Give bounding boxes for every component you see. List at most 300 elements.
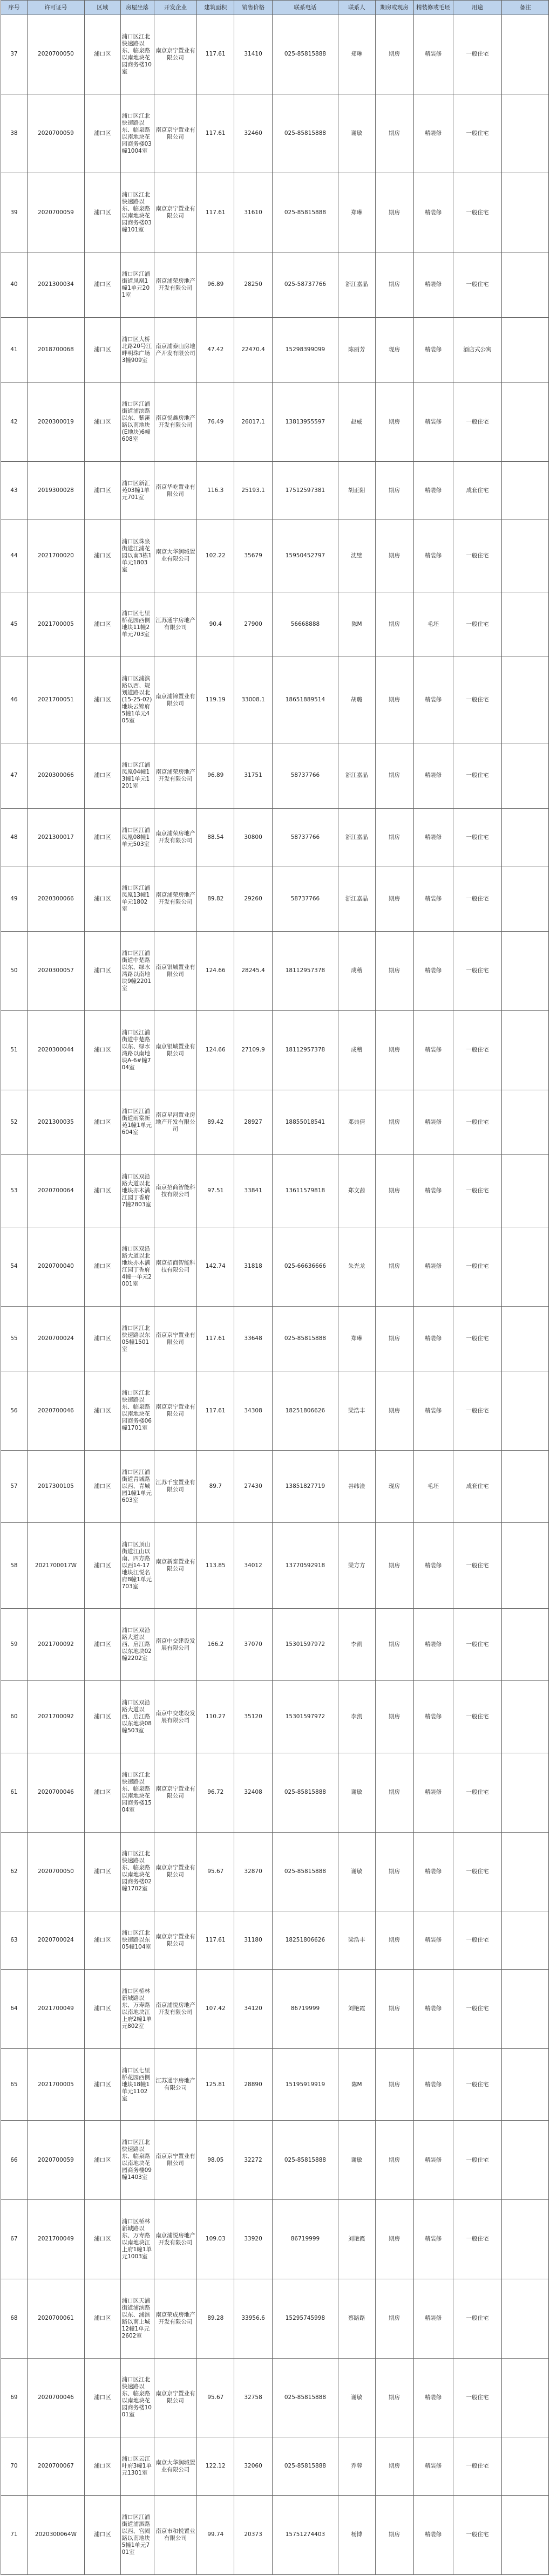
listing-table bbox=[1, 0, 549, 2575]
row-note bbox=[502, 2437, 549, 2496]
row-price: 34308 bbox=[234, 1371, 273, 1451]
row-phone: 58737766 bbox=[273, 808, 338, 866]
row-note bbox=[502, 1155, 549, 1227]
row-no: 40 bbox=[1, 252, 28, 318]
table-row bbox=[1, 1371, 549, 1451]
row-contact: 浙江嘉晶 bbox=[338, 808, 375, 866]
row-no: 57 bbox=[1, 1451, 28, 1523]
row-developer: 南京浦荣房地产开发有限公司 bbox=[154, 808, 197, 866]
row-no: 49 bbox=[1, 866, 28, 932]
row-finish: 精装修 bbox=[413, 1911, 453, 1970]
row-region: 浦口区 bbox=[85, 808, 120, 866]
row-address: 浦口区江浦凤凰13幢1单元1802室 bbox=[120, 866, 154, 932]
row-region: 浦口区 bbox=[85, 2437, 120, 2496]
row-region: 浦口区 bbox=[85, 1155, 120, 1227]
row-phone: 58737766 bbox=[273, 743, 338, 809]
row-phone: 17512597381 bbox=[273, 462, 338, 520]
row-finish: 精装修 bbox=[413, 1609, 453, 1681]
table-row bbox=[1, 94, 549, 173]
row-no: 43 bbox=[1, 462, 28, 520]
row-phone: 025-85815888 bbox=[273, 15, 338, 94]
row-permit: 2020700059 bbox=[27, 173, 84, 252]
row-stage: 期房 bbox=[375, 2048, 413, 2121]
row-phone: 15295745998 bbox=[273, 2279, 338, 2358]
row-developer: 南京京宁置业有限公司 bbox=[154, 2358, 197, 2437]
row-note bbox=[502, 1306, 549, 1371]
row-area: 96.72 bbox=[197, 1753, 234, 1832]
row-no: 67 bbox=[1, 2200, 28, 2279]
row-region: 浦口区 bbox=[85, 2279, 120, 2358]
row-phone: 13770592918 bbox=[273, 1522, 338, 1609]
row-finish: 精装修 bbox=[413, 2495, 453, 2574]
row-developer: 南京中交建设发展有限公司 bbox=[154, 1609, 197, 1681]
row-no: 55 bbox=[1, 1306, 28, 1371]
row-note bbox=[502, 1090, 549, 1155]
row-area: 89.28 bbox=[197, 2279, 234, 2358]
row-developer: 南京京宁置业有限公司 bbox=[154, 94, 197, 173]
row-address: 浦口区浦滨路以西、规划道路以北(15-25-02)地块云锦府5幢1单元405室 bbox=[120, 657, 154, 743]
row-area: 98.05 bbox=[197, 2121, 234, 2200]
row-area: 96.89 bbox=[197, 743, 234, 809]
row-region: 浦口区 bbox=[85, 2048, 120, 2121]
row-finish: 毛坯 bbox=[413, 592, 453, 657]
row-contact: 谢敏 bbox=[338, 2121, 375, 2200]
row-contact: 蔡路路 bbox=[338, 2279, 375, 2358]
row-no: 51 bbox=[1, 1010, 28, 1090]
row-area: 89.42 bbox=[197, 1090, 234, 1155]
row-area: 117.61 bbox=[197, 1911, 234, 1970]
header-area: 建筑面积 bbox=[197, 1, 234, 15]
row-note bbox=[502, 1969, 549, 2048]
row-area: 97.51 bbox=[197, 1155, 234, 1227]
row-address: 浦口区双沿路大道以北地块亦木满江园丁香府7幢2803室 bbox=[120, 1155, 154, 1227]
row-address: 浦口区双沿路大道以西、启江路以东地块02幢2202室 bbox=[120, 1609, 154, 1681]
row-address: 浦口区江北快速路以东、临泉路以南地块花园商务楼02幢1702室 bbox=[120, 1832, 154, 1911]
row-developer: 南京市和悦置业有限公司 bbox=[154, 2495, 197, 2574]
row-note bbox=[502, 382, 549, 462]
row-region: 浦口区 bbox=[85, 1522, 120, 1609]
row-contact: 梁方方 bbox=[338, 1522, 375, 1609]
row-stage: 期房 bbox=[375, 1832, 413, 1911]
row-use: 一般住宅 bbox=[453, 2437, 502, 2496]
row-address: 浦口区江北快速路以东、临泉路以南地块花园商务楼03幢1004室 bbox=[120, 94, 154, 173]
row-region: 浦口区 bbox=[85, 657, 120, 743]
row-no: 41 bbox=[1, 317, 28, 382]
row-contact: 谢敏 bbox=[338, 2358, 375, 2437]
row-stage: 期房 bbox=[375, 1090, 413, 1155]
row-note bbox=[502, 1911, 549, 1970]
row-permit: 2020700050 bbox=[27, 1832, 84, 1911]
row-use: 一般住宅 bbox=[453, 866, 502, 932]
header-row bbox=[1, 1, 549, 15]
row-finish: 精装修 bbox=[413, 1753, 453, 1832]
row-no: 44 bbox=[1, 520, 28, 592]
row-region: 浦口区 bbox=[85, 1090, 120, 1155]
header-no: 序号 bbox=[1, 1, 28, 15]
row-price: 32758 bbox=[234, 2358, 273, 2437]
header-phone: 联系电话 bbox=[273, 1, 338, 15]
row-permit: 2020300064W bbox=[27, 2495, 84, 2574]
row-use: 一般住宅 bbox=[453, 1010, 502, 1090]
row-use: 一般住宅 bbox=[453, 2121, 502, 2200]
row-area: 125.81 bbox=[197, 2048, 234, 2121]
row-developer: 南京星河置业房地产开发有限公司 bbox=[154, 1090, 197, 1155]
row-developer: 南京招商智能科技有限公司 bbox=[154, 1155, 197, 1227]
row-permit: 2020700046 bbox=[27, 2358, 84, 2437]
row-permit: 2020700067 bbox=[27, 2437, 84, 2496]
row-area: 166.2 bbox=[197, 1609, 234, 1681]
row-finish: 精装修 bbox=[413, 2200, 453, 2279]
row-no: 64 bbox=[1, 1969, 28, 2048]
row-stage: 期房 bbox=[375, 2279, 413, 2358]
row-region: 浦口区 bbox=[85, 1371, 120, 1451]
row-address: 浦口区珠泉街道江浦花园以南3栋1单元1803室 bbox=[120, 520, 154, 592]
row-address: 浦口区新汇苑03幢1单元701室 bbox=[120, 462, 154, 520]
row-finish: 精装修 bbox=[413, 1306, 453, 1371]
row-phone: 18855018541 bbox=[273, 1090, 338, 1155]
row-stage: 期房 bbox=[375, 252, 413, 318]
row-phone: 025-85815888 bbox=[273, 2121, 338, 2200]
row-developer: 南京京宁置业有限公司 bbox=[154, 2121, 197, 2200]
row-area: 117.61 bbox=[197, 173, 234, 252]
row-finish: 精装修 bbox=[413, 1155, 453, 1227]
row-phone: 025-58737766 bbox=[273, 252, 338, 318]
row-finish: 精装修 bbox=[413, 657, 453, 743]
row-region: 浦口区 bbox=[85, 1832, 120, 1911]
row-permit: 2021300017 bbox=[27, 808, 84, 866]
row-stage: 现房 bbox=[375, 1451, 413, 1523]
row-use: 一般住宅 bbox=[453, 1090, 502, 1155]
header-address: 房屋坐落 bbox=[120, 1, 154, 15]
row-finish: 精装修 bbox=[413, 2358, 453, 2437]
row-area: 124.66 bbox=[197, 1010, 234, 1090]
row-use: 一般住宅 bbox=[453, 2200, 502, 2279]
row-stage: 期房 bbox=[375, 1609, 413, 1681]
row-no: 61 bbox=[1, 1753, 28, 1832]
row-use: 一般住宅 bbox=[453, 1753, 502, 1832]
table-row bbox=[1, 1451, 549, 1523]
row-permit: 2019300028 bbox=[27, 462, 84, 520]
row-price: 28250 bbox=[234, 252, 273, 318]
row-stage: 期房 bbox=[375, 1753, 413, 1832]
row-address: 浦口区云江叶府3幢1单元1301室 bbox=[120, 2437, 154, 2496]
row-address: 浦口区大桥北路20号江畔明珠广场3幢909室 bbox=[120, 317, 154, 382]
row-contact: 郑文茜 bbox=[338, 1155, 375, 1227]
row-developer: 南京悦鑫房地产开发有限公司 bbox=[154, 382, 197, 462]
row-price: 32408 bbox=[234, 1753, 273, 1832]
row-address: 浦口区江浦街道雨棠新苑1幢1单元604室 bbox=[120, 1090, 154, 1155]
row-note bbox=[502, 592, 549, 657]
row-finish: 精装修 bbox=[413, 866, 453, 932]
row-use: 一般住宅 bbox=[453, 592, 502, 657]
row-permit: 2020300066 bbox=[27, 866, 84, 932]
row-contact: 郑琳 bbox=[338, 15, 375, 94]
row-no: 53 bbox=[1, 1155, 28, 1227]
row-price: 33920 bbox=[234, 2200, 273, 2279]
row-note bbox=[502, 2121, 549, 2200]
row-price: 37070 bbox=[234, 1609, 273, 1681]
row-area: 117.61 bbox=[197, 94, 234, 173]
row-finish: 精装修 bbox=[413, 1522, 453, 1609]
row-note bbox=[502, 866, 549, 932]
row-area: 107.42 bbox=[197, 1969, 234, 2048]
row-stage: 期房 bbox=[375, 808, 413, 866]
row-phone: 15298399099 bbox=[273, 317, 338, 382]
row-phone: 18112957378 bbox=[273, 932, 338, 1011]
header-stage: 期房或现房 bbox=[375, 1, 413, 15]
row-developer: 南京京宁置业有限公司 bbox=[154, 1832, 197, 1911]
row-permit: 2020300019 bbox=[27, 382, 84, 462]
row-price: 27109.9 bbox=[234, 1010, 273, 1090]
row-no: 39 bbox=[1, 173, 28, 252]
table-row bbox=[1, 2437, 549, 2496]
row-region: 浦口区 bbox=[85, 252, 120, 318]
row-area: 110.27 bbox=[197, 1681, 234, 1753]
row-developer: 南京浦荣房地产开发有限公司 bbox=[154, 743, 197, 809]
row-contact: 谷纬淦 bbox=[338, 1451, 375, 1523]
row-note bbox=[502, 1832, 549, 1911]
row-stage: 期房 bbox=[375, 932, 413, 1011]
row-address: 浦口区桥林新城路以东、万寿路以南地块江上府1幢1单元1003室 bbox=[120, 2200, 154, 2279]
row-use: 一般住宅 bbox=[453, 808, 502, 866]
row-address: 浦口区江浦街道青城路以西、青城园1幢1单元603室 bbox=[120, 1451, 154, 1523]
row-stage: 期房 bbox=[375, 1522, 413, 1609]
row-stage: 期房 bbox=[375, 1371, 413, 1451]
row-address: 浦口区江北快速路以东、临泉路以南地块花园商务楼03幢101室 bbox=[120, 173, 154, 252]
row-address: 浦口区七里桥花园西侧地块18幢1单元1102室 bbox=[120, 2048, 154, 2121]
row-price: 31410 bbox=[234, 15, 273, 94]
row-stage: 期房 bbox=[375, 1969, 413, 2048]
row-region: 浦口区 bbox=[85, 2495, 120, 2574]
row-contact: 邓典倩 bbox=[338, 1090, 375, 1155]
row-finish: 精装修 bbox=[413, 173, 453, 252]
table-row bbox=[1, 866, 549, 932]
row-no: 70 bbox=[1, 2437, 28, 2496]
table-row bbox=[1, 2121, 549, 2200]
row-phone: 18251806626 bbox=[273, 1911, 338, 1970]
row-stage: 期房 bbox=[375, 520, 413, 592]
table-row bbox=[1, 462, 549, 520]
row-no: 37 bbox=[1, 15, 28, 94]
row-phone: 025-85815888 bbox=[273, 1832, 338, 1911]
row-contact: 梁浩丰 bbox=[338, 1371, 375, 1451]
row-no: 63 bbox=[1, 1911, 28, 1970]
row-contact: 胡璐 bbox=[338, 657, 375, 743]
row-use: 一般住宅 bbox=[453, 1681, 502, 1753]
row-developer: 南京新泰置业有限公司 bbox=[154, 1522, 197, 1609]
table-row bbox=[1, 2048, 549, 2121]
row-developer: 南京大华润城置业有限公司 bbox=[154, 2437, 197, 2496]
row-price: 32460 bbox=[234, 94, 273, 173]
row-price: 31610 bbox=[234, 173, 273, 252]
row-contact: 李凯 bbox=[338, 1681, 375, 1753]
row-address: 浦口区江浦街道凤凰1幢1单元201室 bbox=[120, 252, 154, 318]
table-row bbox=[1, 932, 549, 1011]
row-contact: 谢敏 bbox=[338, 1832, 375, 1911]
row-phone: 025-85815888 bbox=[273, 94, 338, 173]
row-finish: 毛坯 bbox=[413, 1451, 453, 1523]
row-address: 浦口区江北快速路以东、临泉路以南地块花园商务楼10室 bbox=[120, 15, 154, 94]
row-use: 一般住宅 bbox=[453, 382, 502, 462]
row-permit: 2021700092 bbox=[27, 1681, 84, 1753]
row-no: 58 bbox=[1, 1522, 28, 1609]
row-address: 浦口区江北快速路以东、临泉路以南地块花园商务楼1504室 bbox=[120, 1753, 154, 1832]
row-price: 32060 bbox=[234, 2437, 273, 2496]
row-permit: 2021300035 bbox=[27, 1090, 84, 1155]
row-permit: 2021700005 bbox=[27, 2048, 84, 2121]
table-row bbox=[1, 2279, 549, 2358]
row-permit: 2020300057 bbox=[27, 932, 84, 1011]
row-region: 浦口区 bbox=[85, 94, 120, 173]
row-phone: 86719999 bbox=[273, 1969, 338, 2048]
row-price: 34012 bbox=[234, 1522, 273, 1609]
row-finish: 精装修 bbox=[413, 932, 453, 1011]
row-note bbox=[502, 173, 549, 252]
row-developer: 南京浦悦房地产开发有限公司 bbox=[154, 2200, 197, 2279]
row-region: 浦口区 bbox=[85, 2200, 120, 2279]
row-address: 浦口区江浦街道浦泗路以西、宫阙路以南地块5幢1单元701室 bbox=[120, 2495, 154, 2574]
row-note bbox=[502, 1522, 549, 1609]
row-finish: 精装修 bbox=[413, 743, 453, 809]
row-finish: 精装修 bbox=[413, 462, 453, 520]
row-no: 71 bbox=[1, 2495, 28, 2574]
row-area: 122.12 bbox=[197, 2437, 234, 2496]
row-developer: 南京浦锦置业有限公司 bbox=[154, 657, 197, 743]
row-stage: 期房 bbox=[375, 2437, 413, 2496]
row-permit: 2020700050 bbox=[27, 15, 84, 94]
row-permit: 2017300105 bbox=[27, 1451, 84, 1523]
row-address: 浦口区江北快速路以东、临泉路以南地块花园商务楼09幢1403室 bbox=[120, 2121, 154, 2200]
row-use: 一般住宅 bbox=[453, 2048, 502, 2121]
row-note bbox=[502, 2048, 549, 2121]
row-region: 浦口区 bbox=[85, 1969, 120, 2048]
row-price: 20373 bbox=[234, 2495, 273, 2574]
row-contact: 陈M bbox=[338, 2048, 375, 2121]
row-note bbox=[502, 94, 549, 173]
row-address: 浦口区桥林新城路以东、万寿路以南地块江上府2幢1单元802室 bbox=[120, 1969, 154, 2048]
row-address: 浦口区七里桥花园西侧地块11幢2单元703室 bbox=[120, 592, 154, 657]
row-finish: 精装修 bbox=[413, 1090, 453, 1155]
header-region: 区域 bbox=[85, 1, 120, 15]
row-note bbox=[502, 2495, 549, 2574]
row-price: 26017.1 bbox=[234, 382, 273, 462]
row-area: 117.61 bbox=[197, 1306, 234, 1371]
row-price: 27900 bbox=[234, 592, 273, 657]
row-finish: 精装修 bbox=[413, 252, 453, 318]
row-developer: 南京京宁置业有限公司 bbox=[154, 1753, 197, 1832]
row-phone: 13813955597 bbox=[273, 382, 338, 462]
table-row bbox=[1, 592, 549, 657]
row-address: 浦口区江浦街道浦滨路以东、紫溪路以南地块(E地块)6幢608室 bbox=[120, 382, 154, 462]
row-address: 浦口区江北快速路以东05幢104室 bbox=[120, 1911, 154, 1970]
row-stage: 期房 bbox=[375, 2358, 413, 2437]
row-stage: 期房 bbox=[375, 1227, 413, 1306]
row-phone: 18112957378 bbox=[273, 1010, 338, 1090]
row-permit: 2021700049 bbox=[27, 1969, 84, 2048]
row-permit: 2020700046 bbox=[27, 1371, 84, 1451]
row-area: 90.4 bbox=[197, 592, 234, 657]
row-price: 25193.1 bbox=[234, 462, 273, 520]
row-use: 一般住宅 bbox=[453, 2358, 502, 2437]
row-no: 50 bbox=[1, 932, 28, 1011]
table-row bbox=[1, 252, 549, 318]
row-permit: 2021700092 bbox=[27, 1609, 84, 1681]
row-note bbox=[502, 1609, 549, 1681]
row-region: 浦口区 bbox=[85, 932, 120, 1011]
row-contact: 成稽 bbox=[338, 1010, 375, 1090]
row-note bbox=[502, 657, 549, 743]
row-stage: 期房 bbox=[375, 1155, 413, 1227]
row-region: 浦口区 bbox=[85, 15, 120, 94]
row-region: 浦口区 bbox=[85, 382, 120, 462]
row-note bbox=[502, 1010, 549, 1090]
row-stage: 期房 bbox=[375, 15, 413, 94]
row-region: 浦口区 bbox=[85, 1753, 120, 1832]
row-finish: 精装修 bbox=[413, 1010, 453, 1090]
row-note bbox=[502, 462, 549, 520]
row-address: 浦口区江北快速路以东、临泉路以南地块花园商务楼1001室 bbox=[120, 2358, 154, 2437]
row-no: 60 bbox=[1, 1681, 28, 1753]
table-row bbox=[1, 382, 549, 462]
row-permit: 2020700024 bbox=[27, 1911, 84, 1970]
row-area: 76.49 bbox=[197, 382, 234, 462]
row-address: 浦口区江浦凤凰04幢13幢1单元1201室 bbox=[120, 743, 154, 809]
row-finish: 精装修 bbox=[413, 15, 453, 94]
table-row bbox=[1, 1832, 549, 1911]
row-area: 89.7 bbox=[197, 1451, 234, 1523]
row-note bbox=[502, 932, 549, 1011]
row-price: 22470.4 bbox=[234, 317, 273, 382]
row-finish: 精装修 bbox=[413, 520, 453, 592]
row-region: 浦口区 bbox=[85, 866, 120, 932]
row-contact: 刘艳霞 bbox=[338, 1969, 375, 2048]
row-use: 一般住宅 bbox=[453, 2495, 502, 2574]
row-permit: 2020700061 bbox=[27, 2279, 84, 2358]
row-developer: 南京荣成房地产开发有限公司 bbox=[154, 2279, 197, 2358]
row-phone: 13611579818 bbox=[273, 1155, 338, 1227]
row-price: 32870 bbox=[234, 1832, 273, 1911]
row-price: 32272 bbox=[234, 2121, 273, 2200]
table-row bbox=[1, 1681, 549, 1753]
row-address: 浦口区江浦凤凰08幢1单元503室 bbox=[120, 808, 154, 866]
header-use: 用途 bbox=[453, 1, 502, 15]
row-developer: 江苏千宝置业有限公司 bbox=[154, 1451, 197, 1523]
table-row bbox=[1, 1522, 549, 1609]
table-row bbox=[1, 1010, 549, 1090]
table-row bbox=[1, 1155, 549, 1227]
row-no: 66 bbox=[1, 2121, 28, 2200]
row-permit: 2018700068 bbox=[27, 317, 84, 382]
row-finish: 精装修 bbox=[413, 2121, 453, 2200]
row-permit: 2021700005 bbox=[27, 592, 84, 657]
row-phone: 56668888 bbox=[273, 592, 338, 657]
row-contact: 李凯 bbox=[338, 1609, 375, 1681]
row-permit: 2020300044 bbox=[27, 1010, 84, 1090]
table-row bbox=[1, 1753, 549, 1832]
row-note bbox=[502, 1227, 549, 1306]
row-developer: 南京京宁置业有限公司 bbox=[154, 1306, 197, 1371]
row-contact: 赵威 bbox=[338, 382, 375, 462]
row-contact: 乔蓉 bbox=[338, 2437, 375, 2496]
row-note bbox=[502, 1371, 549, 1451]
row-address: 浦口区顶山街道江山以南、四方路以西14-17地块江悦名府8幢1单元703室 bbox=[120, 1522, 154, 1609]
row-permit: 2021700051 bbox=[27, 657, 84, 743]
row-permit: 2020700064 bbox=[27, 1155, 84, 1227]
row-area: 119.19 bbox=[197, 657, 234, 743]
table-row bbox=[1, 317, 549, 382]
row-region: 浦口区 bbox=[85, 592, 120, 657]
row-finish: 精装修 bbox=[413, 2279, 453, 2358]
